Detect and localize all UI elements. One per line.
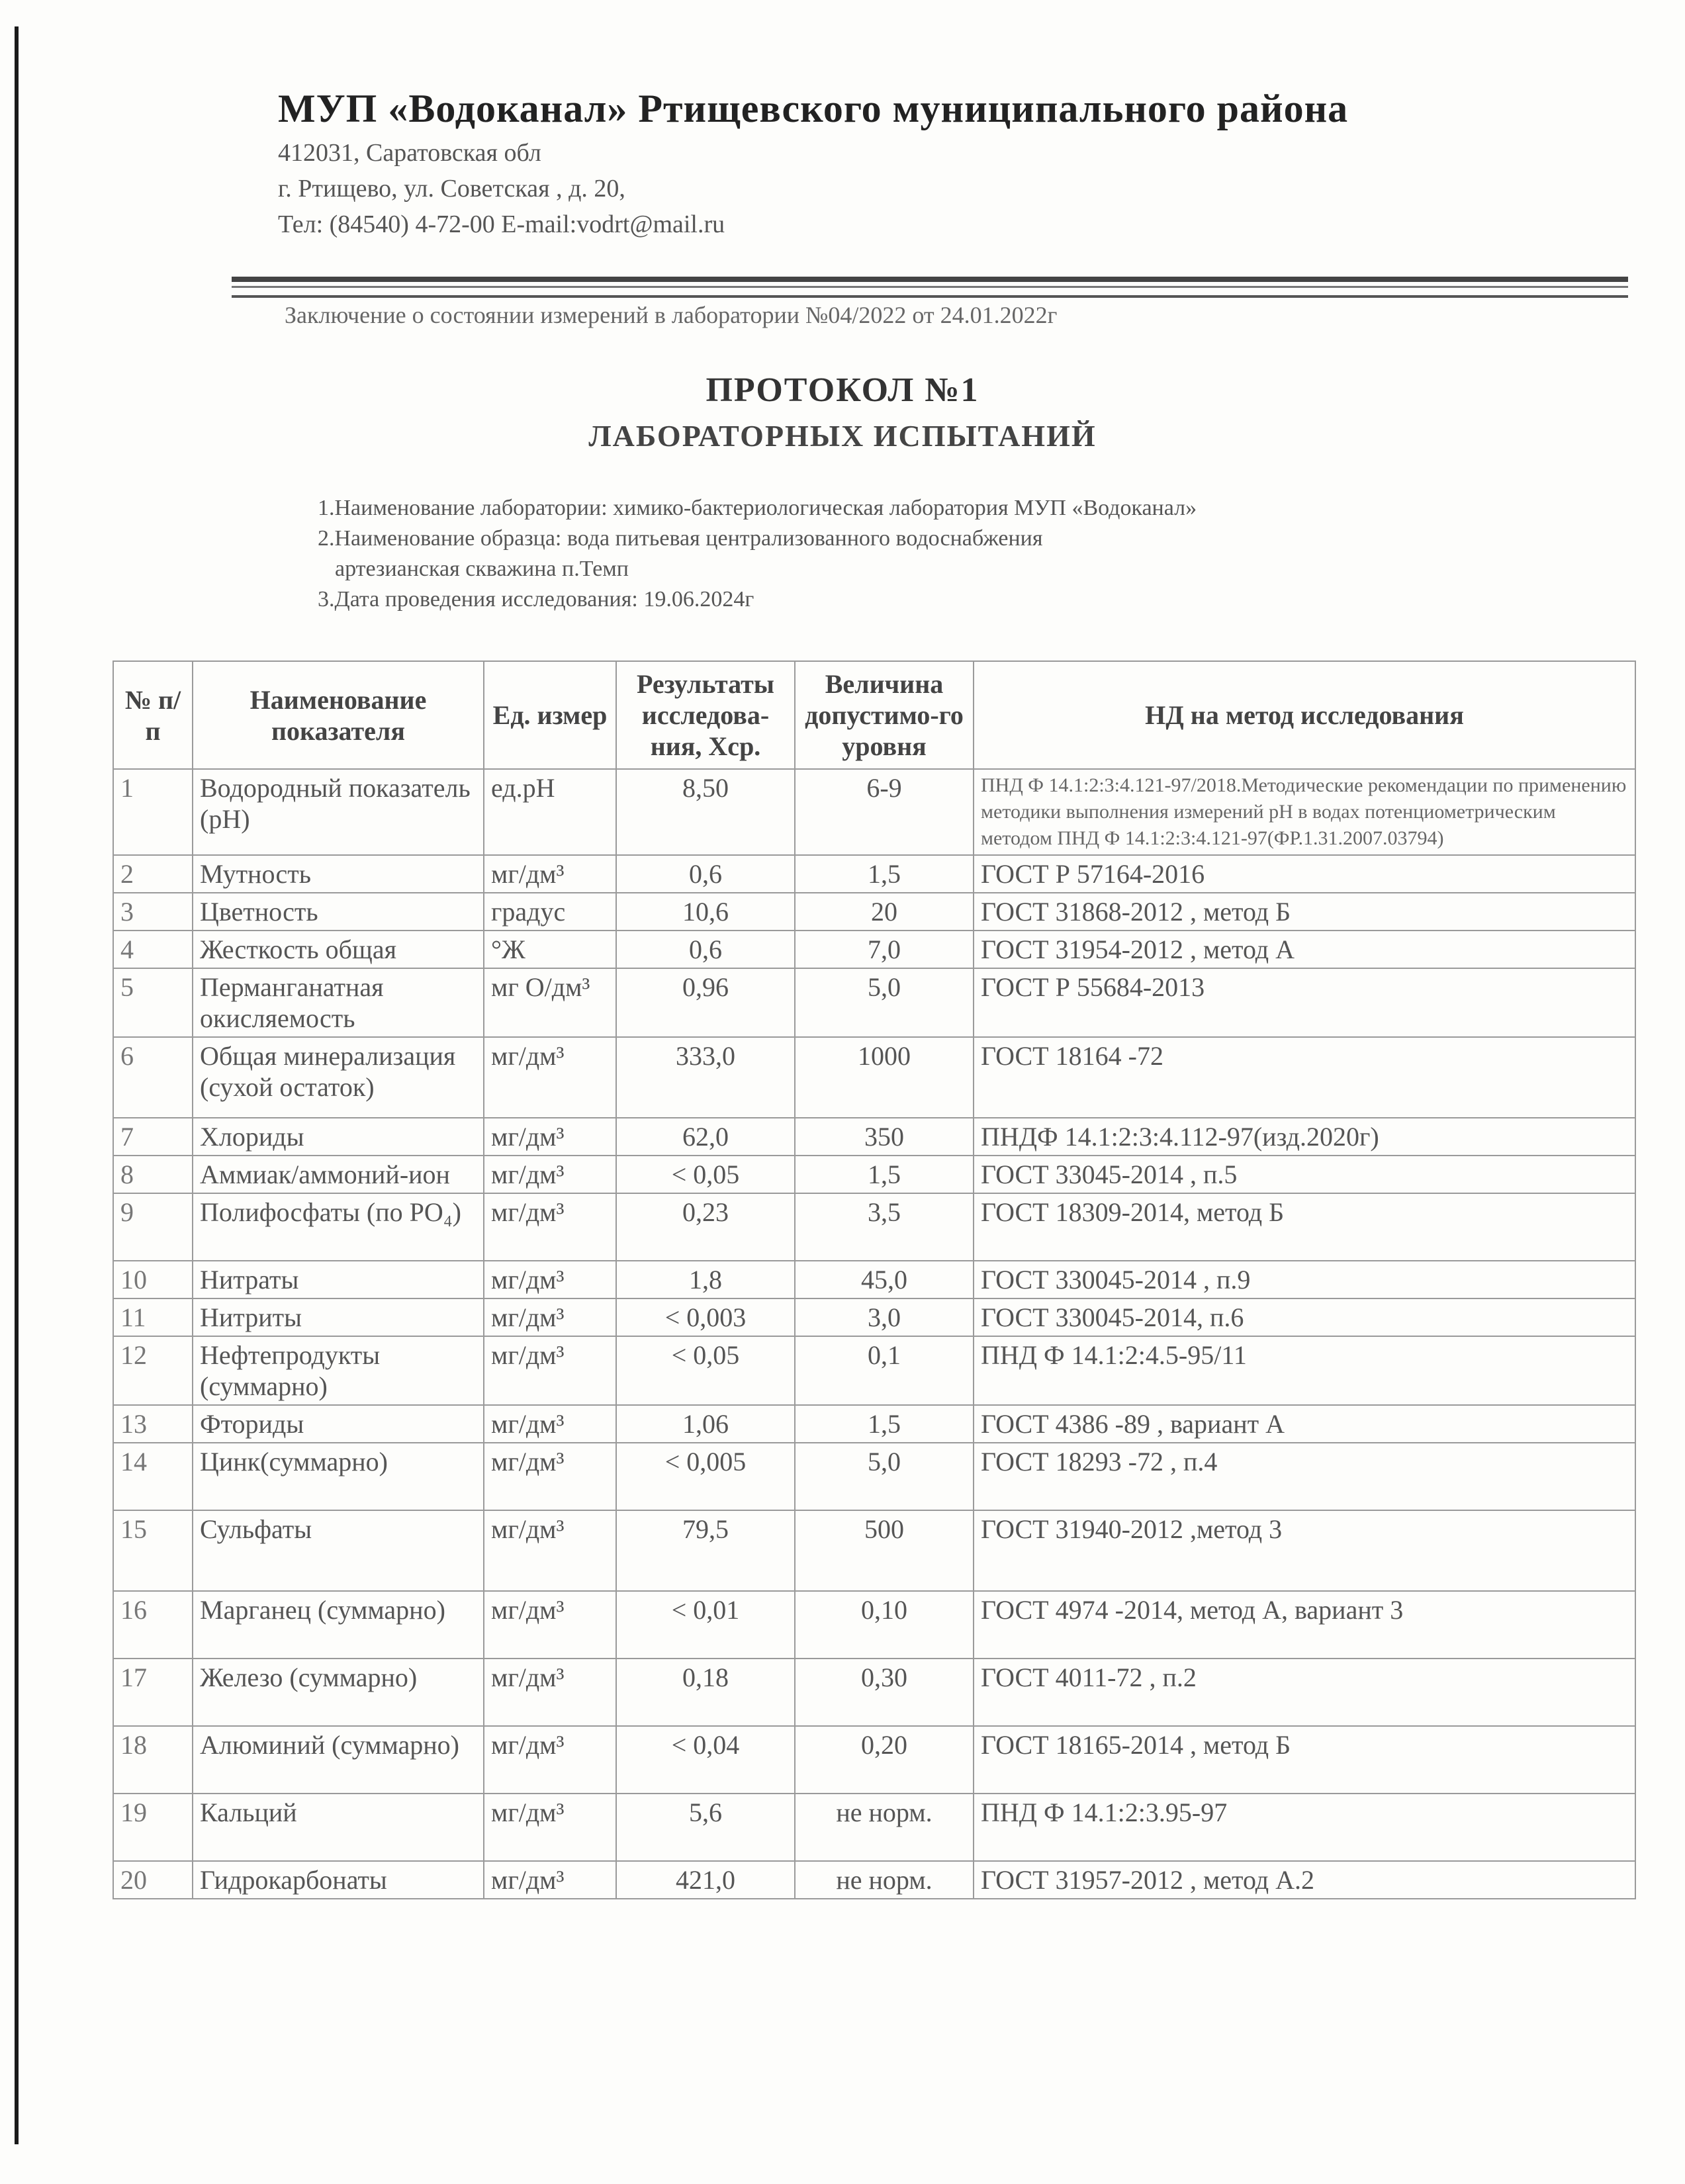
- cell-method: ГОСТ Р 55684-2013: [974, 968, 1635, 1037]
- cell-name: Жесткость общая: [193, 931, 484, 968]
- cell-num: 2: [113, 855, 193, 893]
- cell-num: 5: [113, 968, 193, 1037]
- cell-method: ГОСТ 18309-2014, метод Б: [974, 1193, 1635, 1261]
- cell-name: Кальций: [193, 1794, 484, 1861]
- cell-name: Нитриты: [193, 1298, 484, 1336]
- cell-unit: мг О/дм³: [484, 968, 616, 1037]
- cell-method: ГОСТ 4974 -2014, метод А, вариант 3: [974, 1591, 1635, 1659]
- table-row: [113, 1336, 1635, 1405]
- cell-num: 16: [113, 1591, 193, 1659]
- table-row: [113, 1298, 1635, 1336]
- cell-result: 8,50: [616, 769, 795, 855]
- cell-name: Водородный показатель (pH): [193, 769, 484, 855]
- header-divider: [232, 277, 1628, 282]
- cell-result: 62,0: [616, 1118, 795, 1156]
- cell-name: Алюминий (суммарно): [193, 1726, 484, 1794]
- cell-unit: мг/дм³: [484, 1794, 616, 1861]
- cell-result: 1,06: [616, 1405, 795, 1443]
- cell-method: ГОСТ 18165-2014 , метод Б: [974, 1726, 1635, 1794]
- cell-method: ГОСТ 330045-2014, п.6: [974, 1298, 1635, 1336]
- table-row: [113, 1443, 1635, 1510]
- cell-unit: мг/дм³: [484, 1405, 616, 1443]
- cell-unit: мг/дм³: [484, 1591, 616, 1659]
- cell-num: 9: [113, 1193, 193, 1261]
- cell-method: ГОСТ 31954-2012 , метод А: [974, 931, 1635, 968]
- cell-unit: мг/дм³: [484, 1726, 616, 1794]
- table-row: [113, 1118, 1635, 1156]
- cell-limit: не норм.: [795, 1794, 974, 1861]
- cell-limit: 500: [795, 1510, 974, 1591]
- cell-unit: мг/дм³: [484, 1443, 616, 1510]
- table-row: [113, 893, 1635, 931]
- cell-limit: 1,5: [795, 855, 974, 893]
- cell-limit: 1,5: [795, 1156, 974, 1193]
- cell-result: 333,0: [616, 1037, 795, 1118]
- cell-limit: не норм.: [795, 1861, 974, 1899]
- cell-unit: градус: [484, 893, 616, 931]
- accreditation-note: Заключение о состоянии измерений в лаборатории №04/2022 от 24.01.2022г: [285, 302, 1058, 328]
- cell-name: Железо (суммарно): [193, 1659, 484, 1726]
- lab-name-line: 1.Наименование лаборатории: химико-бактериологическая лаборатория МУП «Водоканал»: [318, 496, 1197, 520]
- cell-limit: 0,30: [795, 1659, 974, 1726]
- cell-name: Перманганатная окисляемость: [193, 968, 484, 1037]
- cell-limit: 1000: [795, 1037, 974, 1118]
- cell-method: ГОСТ 330045-2014 , п.9: [974, 1261, 1635, 1298]
- cell-result: < 0,005: [616, 1443, 795, 1510]
- table-row: [113, 1156, 1635, 1193]
- sample-source-line: артезианская скважина п.Темп: [335, 557, 629, 581]
- cell-limit: 7,0: [795, 931, 974, 968]
- table-row: [113, 1261, 1635, 1298]
- cell-method: ПНД Ф 14.1:2:3:4.121-97/2018.Методические рекомендации по применению методики выполнения измерений pH в водах потенциометрическим методом ПНД Ф 14.1:2:3:4.121-97(ФР.1.31.2007.03794): [974, 769, 1635, 855]
- cell-method: ГОСТ 33045-2014 , п.5: [974, 1156, 1635, 1193]
- header-unit: Ед. измер: [484, 661, 616, 769]
- header-divider-bottom: [232, 295, 1628, 298]
- cell-result: 10,6: [616, 893, 795, 931]
- cell-name: Гидрокарбонаты: [193, 1861, 484, 1899]
- cell-unit: мг/дм³: [484, 1659, 616, 1726]
- cell-limit: 6-9: [795, 769, 974, 855]
- cell-num: 20: [113, 1861, 193, 1899]
- letterhead: [278, 86, 1535, 239]
- cell-limit: 0,20: [795, 1726, 974, 1794]
- cell-num: 13: [113, 1405, 193, 1443]
- cell-num: 4: [113, 931, 193, 968]
- cell-num: 17: [113, 1659, 193, 1726]
- cell-unit: мг/дм³: [484, 1298, 616, 1336]
- cell-unit: мг/дм³: [484, 1193, 616, 1261]
- cell-method: ПНД Ф 14.1:2:3.95-97: [974, 1794, 1635, 1861]
- sample-info: [318, 493, 1608, 615]
- table-row: [113, 968, 1635, 1037]
- cell-unit: ед.pH: [484, 769, 616, 855]
- cell-name: Аммиак/аммоний-ион: [193, 1156, 484, 1193]
- cell-num: 15: [113, 1510, 193, 1591]
- cell-unit: мг/дм³: [484, 1037, 616, 1118]
- cell-name: Сульфаты: [193, 1510, 484, 1591]
- cell-method: ГОСТ 4386 -89 , вариант А: [974, 1405, 1635, 1443]
- cell-limit: 1,5: [795, 1405, 974, 1443]
- cell-limit: 350: [795, 1118, 974, 1156]
- cell-name: Марганец (суммарно): [193, 1591, 484, 1659]
- cell-result: 0,18: [616, 1659, 795, 1726]
- cell-method: ГОСТ 18164 -72: [974, 1037, 1635, 1118]
- cell-limit: 5,0: [795, 1443, 974, 1510]
- table-header-row: [113, 661, 1635, 769]
- cell-limit: 3,0: [795, 1298, 974, 1336]
- cell-num: 19: [113, 1794, 193, 1861]
- table-row: [113, 769, 1635, 855]
- cell-method: ГОСТ 18293 -72 , п.4: [974, 1443, 1635, 1510]
- cell-unit: мг/дм³: [484, 1336, 616, 1405]
- cell-limit: 0,1: [795, 1336, 974, 1405]
- cell-result: 0,6: [616, 855, 795, 893]
- organization-title: МУП «Водоканал» Ртищевского муниципального района: [278, 87, 1349, 130]
- cell-result: 79,5: [616, 1510, 795, 1591]
- cell-name: Нитраты: [193, 1261, 484, 1298]
- cell-result: < 0,01: [616, 1591, 795, 1659]
- table-row: [113, 931, 1635, 968]
- cell-num: 8: [113, 1156, 193, 1193]
- cell-result: 0,23: [616, 1193, 795, 1261]
- cell-result: 1,8: [616, 1261, 795, 1298]
- cell-limit: 5,0: [795, 968, 974, 1037]
- cell-num: 18: [113, 1726, 193, 1794]
- cell-name: Полифосфаты (по PO₄): [193, 1193, 484, 1261]
- cell-method: ПНД Ф 14.1:2:4.5-95/11: [974, 1336, 1635, 1405]
- table-row: [113, 1659, 1635, 1726]
- table-row: [113, 855, 1635, 893]
- header-result: Результаты исследова-ния, Хср.: [616, 661, 795, 769]
- cell-result: 0,6: [616, 931, 795, 968]
- header-name: Наименование показателя: [193, 661, 484, 769]
- cell-limit: 3,5: [795, 1193, 974, 1261]
- cell-name: Мутность: [193, 855, 484, 893]
- table-row: [113, 1193, 1635, 1261]
- cell-unit: мг/дм³: [484, 855, 616, 893]
- cell-limit: 45,0: [795, 1261, 974, 1298]
- scan-edge-mark: [15, 26, 19, 2144]
- cell-unit: мг/дм³: [484, 1861, 616, 1899]
- table-row: [113, 1510, 1635, 1591]
- cell-method: ГОСТ 31868-2012 , метод Б: [974, 893, 1635, 931]
- cell-num: 10: [113, 1261, 193, 1298]
- cell-result: 5,6: [616, 1794, 795, 1861]
- cell-method: ГОСТ 31940-2012 ,метод 3: [974, 1510, 1635, 1591]
- header-method: НД на метод исследования: [974, 661, 1635, 769]
- protocol-subtitle: ЛАБОРАТОРНЫХ ИСПЫТАНИЙ: [588, 419, 1097, 453]
- address-line-1: 412031, Саратовская обл: [278, 139, 541, 167]
- cell-method: ГОСТ Р 57164-2016: [974, 855, 1635, 893]
- cell-method: ГОСТ 31957-2012 , метод А.2: [974, 1861, 1635, 1899]
- cell-method: ПНДФ 14.1:2:3:4.112-97(изд.2020г): [974, 1118, 1635, 1156]
- cell-result: < 0,05: [616, 1336, 795, 1405]
- cell-num: 7: [113, 1118, 193, 1156]
- cell-num: 12: [113, 1336, 193, 1405]
- protocol-title: ПРОТОКОЛ №1: [706, 371, 979, 409]
- table-row: [113, 1405, 1635, 1443]
- cell-limit: 20: [795, 893, 974, 931]
- cell-num: 14: [113, 1443, 193, 1510]
- cell-unit: °Ж: [484, 931, 616, 968]
- header-divider-thin: [232, 286, 1628, 288]
- cell-num: 6: [113, 1037, 193, 1118]
- cell-unit: мг/дм³: [484, 1510, 616, 1591]
- cell-result: 0,96: [616, 968, 795, 1037]
- results-table: [113, 660, 1636, 1899]
- header-limit: Величина допустимо-го уровня: [795, 661, 974, 769]
- table-row: [113, 1037, 1635, 1118]
- cell-unit: мг/дм³: [484, 1118, 616, 1156]
- cell-num: 1: [113, 769, 193, 855]
- cell-method: ГОСТ 4011-72 , п.2: [974, 1659, 1635, 1726]
- cell-num: 11: [113, 1298, 193, 1336]
- cell-name: Общая минерализация (сухой остаток): [193, 1037, 484, 1118]
- cell-unit: мг/дм³: [484, 1156, 616, 1193]
- cell-result: < 0,05: [616, 1156, 795, 1193]
- table-row: [113, 1726, 1635, 1794]
- sample-name-line: 2.Наименование образца: вода питьевая централизованного водоснабжения: [318, 526, 1043, 551]
- cell-name: Фториды: [193, 1405, 484, 1443]
- cell-unit: мг/дм³: [484, 1261, 616, 1298]
- cell-name: Цветность: [193, 893, 484, 931]
- cell-name: Цинк(суммарно): [193, 1443, 484, 1510]
- address-line-2: г. Ртищево, ул. Советская , д. 20,: [278, 175, 625, 203]
- contacts-line: Тел: (84540) 4-72-00 E-mail:vodrt@mail.ru: [278, 210, 725, 238]
- cell-limit: 0,10: [795, 1591, 974, 1659]
- table-row: [113, 1861, 1635, 1899]
- cell-num: 3: [113, 893, 193, 931]
- cell-name: Нефтепродукты (суммарно): [193, 1336, 484, 1405]
- header-num: № п/п: [113, 661, 193, 769]
- table-row: [113, 1591, 1635, 1659]
- cell-result: < 0,003: [616, 1298, 795, 1336]
- test-date-line: 3.Дата проведения исследования: 19.06.2024г: [318, 587, 754, 612]
- cell-name: Хлориды: [193, 1118, 484, 1156]
- table-row: [113, 1794, 1635, 1861]
- cell-result: < 0,04: [616, 1726, 795, 1794]
- cell-result: 421,0: [616, 1861, 795, 1899]
